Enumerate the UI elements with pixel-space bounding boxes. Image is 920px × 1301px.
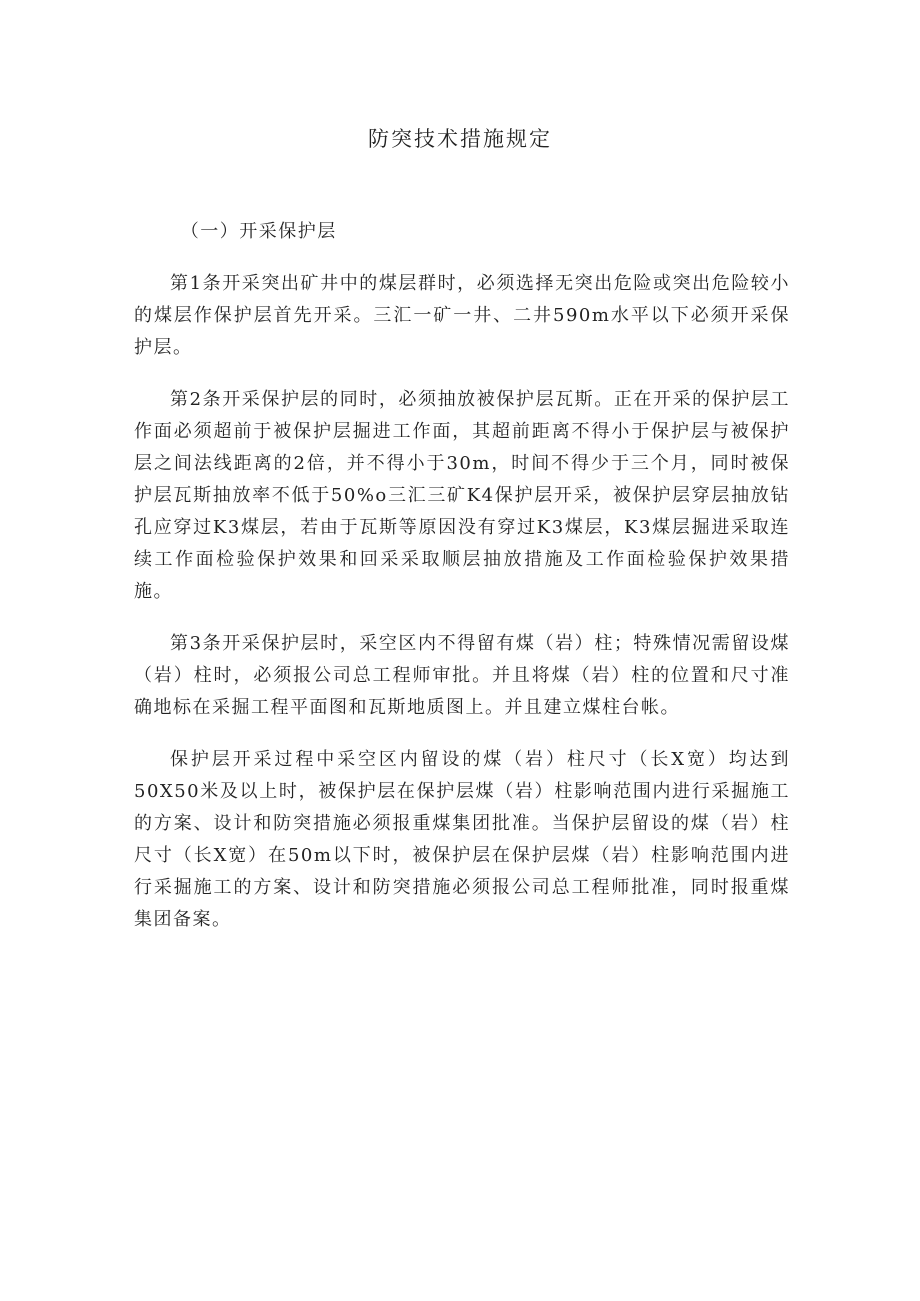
document-title: 防突技术措施规定 [368,127,552,151]
paragraph-article-3: 第3条开采保护层时，采空区内不得留有煤（岩）柱；特殊情况需留设煤（岩）柱时，必须报公司总工程师审批。并且将煤（岩）柱的位置和尺寸准确地标在采掘工程平面图和瓦斯地质图上。并且建立煤柱台帐。 [134,633,790,718]
paragraph-article-1: 第1条开采突出矿井中的煤层群时，必须选择无突出危险或突出危险较小的煤层作保护层首先开采。三汇一矿一井、二井590m水平以下必须开采保护层。 [134,273,790,358]
section-heading: （一）开采保护层 [180,221,337,242]
document-body [134,216,790,936]
paragraph-pillar-rules: 保护层开采过程中采空区内留设的煤（岩）柱尺寸（长X宽）均达到50X50米及以上时，被保护层在保护层煤（岩）柱影响范围内进行采掘施工的方案、设计和防突措施必须报重煤集团批准。当保护层留设的煤（岩）柱尺寸（长X宽）在50m以下时，被保护层在保护层煤（岩）柱影响范围内进行采掘施工的方案、设计和防突措施必须报公司总工程师批准，同时报重煤集团备案。 [134,749,790,930]
paragraph-article-2: 第2条开采保护层的同时，必须抽放被保护层瓦斯。正在开采的保护层工作面必须超前于被保护层掘进工作面，其超前距离不得小于保护层与被保护层之间法线距离的2倍，并不得小于30m，时间不得少于三个月，同时被保护层瓦斯抽放率不低于50%o三汇三矿K4保护层开采，被保护层穿层抽放钻孔应穿过K3煤层，若由于瓦斯等原因没有穿过K3煤层，K3煤层掘进采取连续工作面检验保护效果和回采采取顺层抽放措施及工作面检验保护效果措施。 [134,389,790,602]
